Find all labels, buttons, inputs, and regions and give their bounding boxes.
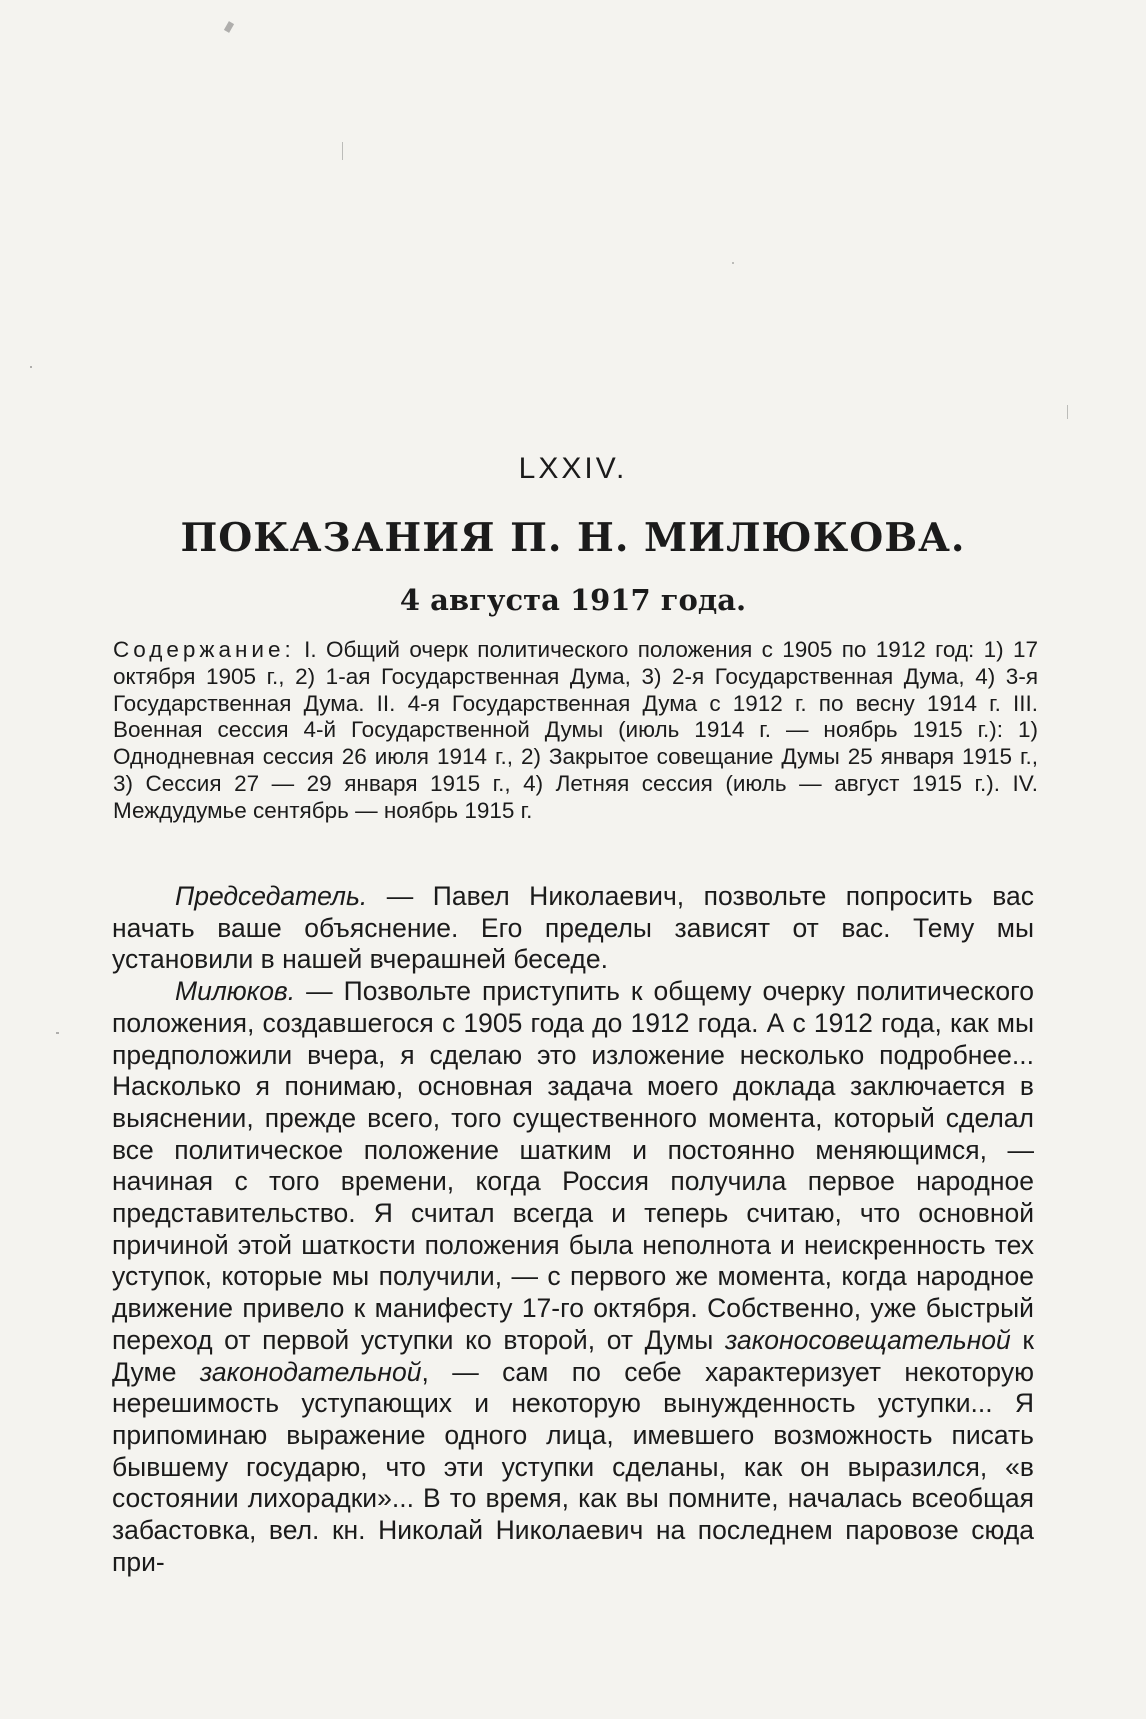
- emphasis-term: законосовещательной: [724, 1324, 1011, 1355]
- scan-mark: [30, 366, 32, 368]
- emphasis-term: законодательной: [199, 1356, 422, 1387]
- scan-mark: [342, 142, 343, 160]
- contents-text: I. Общий очерк политического положения с 1905 по 1912 год: 1) 17 октября 1905 г., 2) 1-ая Государственная Дума, 3) 2-я Государственная Дума, 4) 3-я Государственная Дума. II. 4-я Государственная Дума с 1912 г. по весну 1914 г. III. Военная сессия 4-й Государственной Думы (июль 1914 г. — ноябрь 1915 г.): 1) Однодневная сессия 26 июля 1914 г., 2) Закрытое совещание Думы 25 января 1915 г., 3) Сессия 27 — 29 января 1915 г., 4) Летняя сессия (июль — август 1915 г.). IV. Междудумье сентябрь — ноябрь 1915 г.: [113, 637, 1038, 823]
- paragraph-chairman: [112, 881, 1034, 976]
- paragraph-text: — Павел Николаевич, позвольте попросить вас начать ваше объяснение. Его пределы зависят от вас. Тему мы установили в нашей вчерашней беседе.: [112, 881, 1034, 975]
- speaker-milyukov: Милюков.: [175, 976, 296, 1007]
- scan-mark: [224, 21, 234, 33]
- scan-mark: [56, 1032, 59, 1034]
- contents-summary: [113, 637, 1038, 825]
- paragraph-milyukov: [112, 976, 1034, 1578]
- contents-label: Содержание:: [113, 637, 295, 662]
- scan-mark: [732, 262, 734, 264]
- scan-mark: [1067, 405, 1068, 419]
- paragraph-text: к Думе: [112, 1324, 1034, 1387]
- paragraph-text: — Позвольте приступить к общему очерку политического положения, создавшегося с 1905 года до 1912 года. А с 1912 года, как мы предположили вчера, я сделаю это изложение несколько подробнее... Насколько я понимаю, основная задача моего доклада заключается в выяснении, прежде всего, того существенного момента, который сделал все политическое положение шатким и постоянно меняющимся, — начиная с того времени, когда Россия получила первое народное представительство. Я считал всегда и теперь считаю, что основной причиной этой шаткости положения была неполнота и неискренность тех уступок, которые мы получили, — с первого же момента, когда народное движение привело к манифесту 17-го октября. Собственно, уже быстрый переход от первой уступки ко второй, от Думы: [112, 976, 1034, 1355]
- document-date: 4 августа 1917 года.: [399, 583, 747, 617]
- paragraph-text: , — сам по себе характеризует некоторую нерешимость уступающих и некоторую вынужденность уступки... Я припоминаю выражение одного лица, имевшего возможность писать бывшему государю, что эти уступки сделаны, как он выразился, «в состоянии лихорадки»... В то время, как вы помните, началась всеобщая забастовка, вел. кн. Николай Николаевич на последнем паровозе сюда при-: [112, 1356, 1034, 1577]
- testimony-body: [112, 881, 1034, 1578]
- section-number: LXXIV.: [518, 452, 628, 485]
- document-title: ПОКАЗАНИЯ П. Н. МИЛЮКОВА.: [180, 515, 966, 561]
- speaker-chairman: Председатель.: [175, 881, 368, 911]
